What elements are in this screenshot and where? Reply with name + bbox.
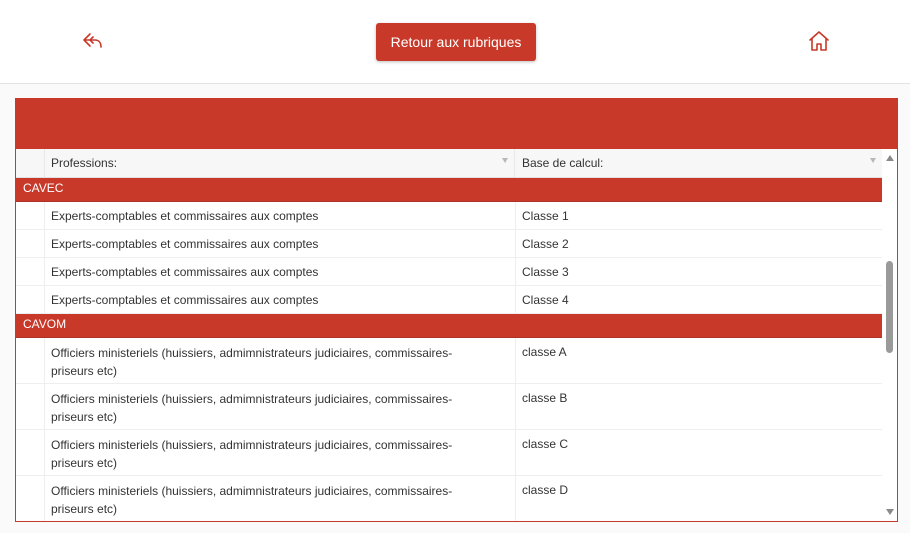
- table-row[interactable]: [16, 202, 882, 230]
- home-icon: [807, 30, 831, 52]
- data-grid: [16, 149, 897, 521]
- row-gutter: [16, 202, 45, 229]
- cell-profession: Officiers ministeriels (huissiers, admimnistrateurs judiciaires, commissaires-priseurs etc): [51, 392, 453, 424]
- table-row[interactable]: [16, 338, 882, 384]
- cell-profession: Officiers ministeriels (huissiers, admimnistrateurs judiciaires, commissaires-priseurs etc): [51, 346, 453, 378]
- column-separator: [515, 430, 516, 475]
- scroll-up-arrow-icon[interactable]: [886, 155, 894, 161]
- row-gutter: [16, 286, 45, 313]
- cell-profession: Experts-comptables et commissaires aux comptes: [51, 209, 319, 223]
- panel-header-bar: [16, 99, 897, 149]
- table-row[interactable]: [16, 430, 882, 476]
- grid-rows: [16, 178, 882, 521]
- column-separator: [515, 384, 516, 429]
- row-gutter: [16, 258, 45, 285]
- cell-base: classe B: [522, 391, 568, 405]
- table-row[interactable]: [16, 286, 882, 314]
- cell-profession: Experts-comptables et commissaires aux comptes: [51, 293, 319, 307]
- column-separator: [515, 230, 516, 257]
- column-header-base[interactable]: [516, 149, 882, 177]
- header-gutter: [16, 149, 45, 177]
- table-row[interactable]: [16, 258, 882, 286]
- scrollbar-thumb[interactable]: [886, 261, 893, 353]
- cell-base: Classe 2: [522, 237, 569, 251]
- cell-base: Classe 3: [522, 265, 569, 279]
- cell-base: Classe 4: [522, 293, 569, 307]
- cell-profession: Experts-comptables et commissaires aux comptes: [51, 265, 319, 279]
- reply-arrow-icon: [81, 31, 105, 51]
- cell-base: classe C: [522, 437, 569, 451]
- cell-profession: Officiers ministeriels (huissiers, admimnistrateurs judiciaires, commissaires-priseurs etc): [51, 484, 453, 516]
- back-to-sections-button[interactable]: Retour aux rubriques: [376, 23, 536, 61]
- home-button[interactable]: [806, 28, 832, 54]
- sort-caret-icon[interactable]: [870, 158, 876, 163]
- column-separator: [515, 258, 516, 285]
- column-separator: [515, 202, 516, 229]
- back-button[interactable]: [80, 28, 106, 54]
- column-separator: [515, 476, 516, 521]
- column-separator: [515, 338, 516, 383]
- column-header-professions[interactable]: [45, 149, 515, 177]
- row-gutter: [16, 476, 45, 521]
- sort-caret-icon[interactable]: [502, 158, 508, 163]
- cell-base: classe A: [522, 345, 567, 359]
- row-gutter: [16, 384, 45, 429]
- cell-base: Classe 1: [522, 209, 569, 223]
- top-toolbar: [0, 0, 910, 84]
- group-row[interactable]: CAVOM: [16, 314, 882, 338]
- cell-profession: Experts-comptables et commissaires aux comptes: [51, 237, 319, 251]
- vertical-scrollbar[interactable]: [882, 149, 897, 521]
- scroll-down-arrow-icon[interactable]: [886, 509, 894, 515]
- results-panel: [15, 98, 898, 522]
- row-gutter: [16, 230, 45, 257]
- row-gutter: [16, 338, 45, 383]
- table-row[interactable]: [16, 384, 882, 430]
- column-header-label: Base de calcul:: [522, 156, 604, 170]
- table-row[interactable]: [16, 230, 882, 258]
- grid-header: [16, 149, 882, 178]
- cell-base: classe D: [522, 483, 569, 497]
- row-gutter: [16, 430, 45, 475]
- cell-profession: Officiers ministeriels (huissiers, admimnistrateurs judiciaires, commissaires-priseurs etc): [51, 438, 453, 470]
- table-row[interactable]: [16, 476, 882, 521]
- group-row[interactable]: CAVEC: [16, 178, 882, 202]
- column-header-label: Professions:: [51, 156, 118, 170]
- column-separator: [515, 286, 516, 313]
